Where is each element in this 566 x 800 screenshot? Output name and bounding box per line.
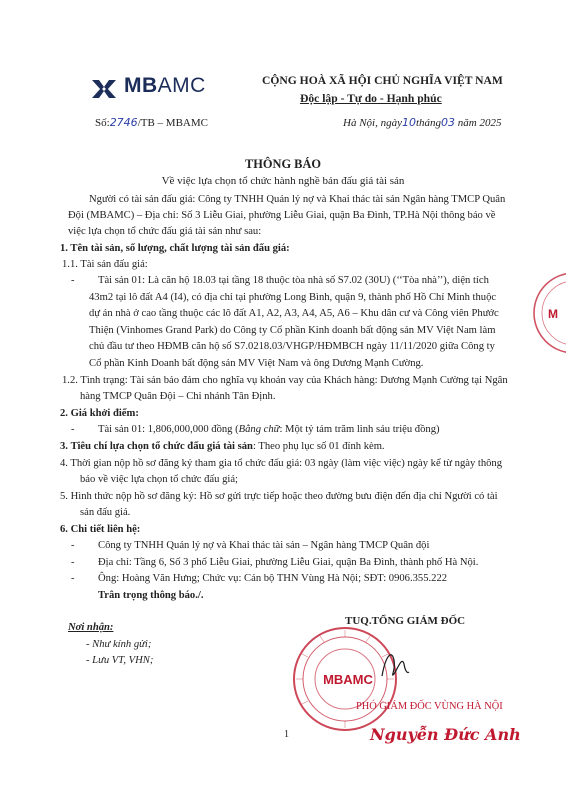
seal-brand: MBAMC [323,672,373,687]
recipient-item: - Lưu VT, VHN; [86,655,154,666]
bullet-dash: - [71,540,75,551]
section-4-line-2: báo về việc lựa chọn tổ chức đấu giá; [80,474,238,485]
closing-line: Trân trọng thông báo./. [98,590,204,601]
section-2-title: 2. Giá khởi điểm: [60,408,139,419]
signatory-name: Nguyễn Đức Anh [370,725,521,744]
document-number [95,116,208,129]
bullet-dash: - [71,573,75,584]
handwritten-signature [380,648,410,682]
mbamc-logo-icon [90,78,118,100]
signatory-title: PHÓ GIÁM ĐỐC VÙNG HÀ NỘI [356,701,503,712]
asset-line-6: Cổ phần Kinh Doanh bất động sản MV Việt Nam và ông Dương Mạnh Cường. [89,358,424,369]
bullet-dash: - [71,424,75,435]
section-3-number: 3. [60,441,68,452]
section-6-title: 6. Chi tiết liên hệ: [60,524,141,535]
date-prefix: Hà Nội, ngày [343,117,402,129]
bullet-dash: - [71,557,75,568]
date-suffix: năm 2025 [457,117,502,129]
signature-heading: TUQ.TỔNG GIÁM ĐỐC [345,615,466,627]
section-4-line-1: 4. Thời gian nộp hồ sơ đăng ký tham gia tổ chức đấu giá: 03 ngày (làm việc việc) ngày kể từ ngày thông [60,458,503,469]
section-1-2-line-1: 1.2. Tình trạng: Tài sản bảo đảm cho nghĩa vụ khoản vay của Khách hàng: Dương Mạnh Cường tại Ngân [62,375,508,386]
contact-address: Địa chỉ: Tầng 6, Số 3 phố Liễu Giai, phường Liễu Giai, quận Ba Đình, thành phố Hà Nội. [98,557,479,568]
doc-number-suffix: /TB – MBAMC [137,117,208,129]
section-1-title: 1. Tên tài sản, số lượng, chất lượng tài sản đấu giá: [60,243,290,254]
recipient-item: - Như kính gửi; [86,639,152,650]
asset-line-1: Tài sản 01: Là căn hộ 18.03 tại tầng 18 thuộc tòa nhà số S7.02 (30U) (‘‘Tòa nhà’’), diện tích [98,275,489,286]
svg-text:M: M [548,307,558,321]
starting-price-words: : Một tỷ tám trăm linh sáu triệu đồng) [279,424,440,435]
logo-text-rest: AMC [157,74,206,97]
contact-person: Ông: Hoàng Văn Hưng; Chức vụ: Cán bộ THN Vùng Hà Nội; SĐT: 0906.355.222 [98,573,448,584]
intro-line-1: Người có tài sản đấu giá: Công ty TNHH Quản lý nợ và Khai thác tài sản Ngân hàng TMCP Quân [89,194,506,205]
bullet-dash: - [71,275,75,286]
in-words-label: Bằng chữ [238,424,280,435]
date-day: 10 [401,116,416,129]
date-month: 03 [441,116,456,129]
section-3-title: Tiêu chí lựa chọn tổ chức đấu giá tài sản [70,441,253,452]
recipients-label: Nơi nhận: [68,622,114,633]
intro-line-3: việc lựa chọn tổ chức đấu giá tài sản như sau: [68,226,262,237]
asset-line-3: dự án nhà ở cao tầng thuộc các lô đất A1, A2, A3, A4, A5, A6 – Khu dân cư và Công viên Phước [89,308,499,319]
starting-price-text: Tài sản 01: 1,806,000,000 đồng ( [98,424,239,435]
asset-line-5: chủ đầu tư theo HĐMB căn hộ số S7.0218.03/VHGP/HĐMBCH ngày 11/11/2020 giữa Công ty [89,341,495,352]
national-title: CỘNG HOÀ XÃ HỘI CHỦ NGHĨA VIỆT NAM [262,74,503,87]
section-3 [60,438,385,455]
date-mid: tháng [415,117,442,129]
edge-seal [528,268,566,358]
logo-text-bold: MB [124,74,158,97]
brand-logo [124,74,206,98]
page-number: 1 [284,729,289,740]
contact-company: Công ty TNHH Quản lý nợ và Khai thác tài sản – Ngân hàng TMCP Quân đội [98,540,430,551]
document-subtitle: Về việc lựa chọn tổ chức hành nghề bán đấu giá tài sản [161,175,405,187]
starting-price [98,421,440,438]
section-5-line-1: 5. Hình thức nộp hồ sơ đăng ký: Hồ sơ gửi trực tiếp hoặc theo đường bưu điện đến địa chỉ Người có tài [60,491,498,502]
asset-line-2: 43m2 tại lô đất A4 (I4), có địa chỉ tại phường Long Bình, quận 9, thành phố Hồ Chí Minh thuộc [89,292,497,303]
section-3-text: : Theo phụ lục số 01 đính kèm. [252,441,385,452]
intro-line-2: Đội (MBAMC) – Địa chỉ: Số 3 Liễu Giai, phường Liễu Giai, quận Ba Đình, TP.Hà Nội thông báo về [68,210,496,221]
document-date [343,116,502,129]
section-1-1: 1.1. Tài sản đấu giá: [62,259,148,270]
section-1-2-line-2: hàng TMCP Quân Đội – Chi nhánh Tân Định. [80,391,276,402]
section-5-line-2: sản đấu giá. [80,507,131,518]
national-motto: Độc lập - Tự do - Hạnh phúc [300,92,442,105]
asset-line-4: Thiện (Vinhomes Grand Park) do Công ty Cổ phần Kinh doanh bất động sản MV Việt Nam làm [89,325,496,336]
doc-number-prefix: Số: [95,117,110,129]
document-title: THÔNG BÁO [244,157,322,171]
doc-number-handwritten: 2746 [109,116,138,129]
